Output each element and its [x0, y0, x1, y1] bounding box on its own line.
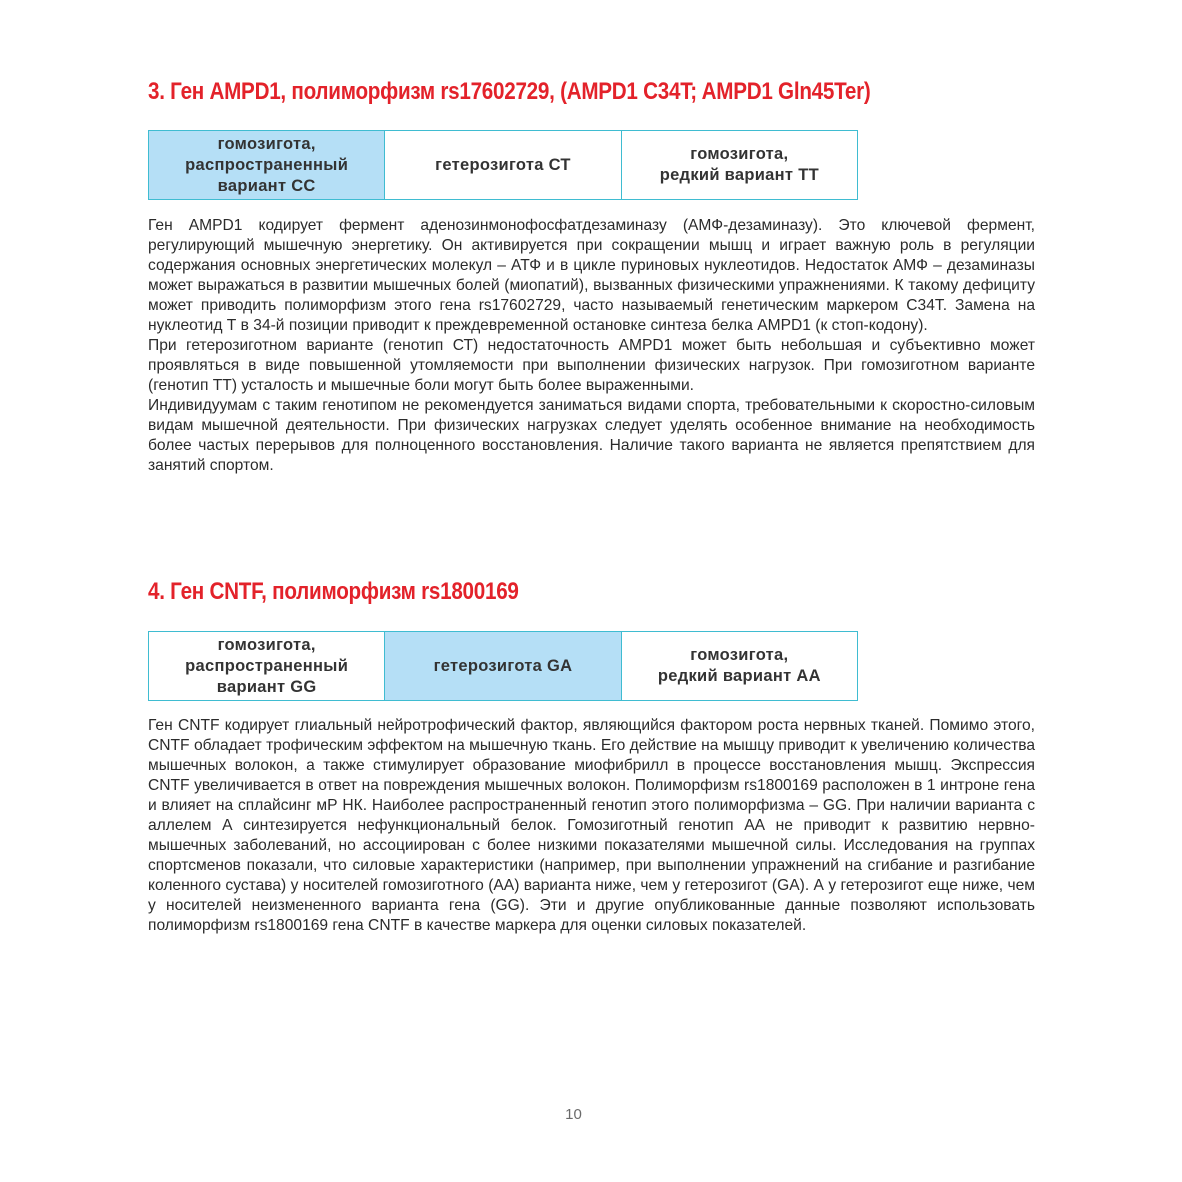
- section-body-ampd1: [148, 216, 1035, 476]
- section-title-cntf: 4. Ген CNTF, полиморфизм rs1800169: [148, 578, 519, 605]
- paragraph: При гетерозиготном варианте (генотип СТ) недостаточность AMPD1 может быть небольшая и субъективно может проявляться в виде повышенной утомляемости при выполнении физических нагрузок. При гомозиготном варианте (генотип ТТ) усталость и мышечные боли могут быть более выраженными.: [148, 337, 1035, 394]
- genotype-table-ampd1: [148, 130, 858, 200]
- genotype-label: гетерозигота GA: [433, 656, 573, 675]
- genotype-label: гомозигота, редкий вариант ТТ: [659, 145, 819, 184]
- page-number: 10: [565, 1106, 582, 1123]
- genotype-cell-gg: [149, 632, 385, 701]
- paragraph: Индивидуумам с таким генотипом не рекомендуется заниматься видами спорта, требовательными к скоростно-силовым видам мышечной деятельности. При физических нагрузках следует уделять особенное внимание на необходимость более частых перерывов для полноценного восстановления. Наличие такого варианта не является препятствием для занятий спортом.: [148, 397, 1035, 474]
- table-row: [149, 131, 858, 200]
- genotype-label: гомозигота, распространенный вариант GG: [185, 635, 349, 696]
- genotype-label: гетерозигота СТ: [435, 155, 571, 174]
- genotype-label: гомозигота, распространенный вариант СС: [185, 134, 349, 195]
- genotype-table-cntf: [148, 631, 858, 701]
- genotype-cell-ct: [385, 131, 621, 200]
- genotype-cell-cc: [149, 131, 385, 200]
- section-body-cntf: [148, 716, 1035, 936]
- paragraph: Ген AMPD1 кодирует фермент аденозинмонофосфатдезаминазу (АМФ-дезаминазу). Это ключевой фермент, регулирующий мышечную энергетику. Он активируется при сокращении мышц и играет важную роль в регуляции содержания основных энергетических молекул – АТФ и в цикле пуриновых нуклеотидов. Недостаток АМФ – дезаминазы может выражаться в развитии мышечных болей (миопатий), вызванных физическими упражнениями. К такому дефициту может приводить полиморфизм этого гена rs17602729, часто называемый генетическим маркером C34T. Замена на нуклеотид Т в 34-й позиции приводит к преждевременной остановке синтеза белка AMPD1 (к стоп-кодону).: [148, 217, 1035, 334]
- genotype-label: гомозигота, редкий вариант АА: [657, 646, 821, 685]
- paragraph: Ген CNTF кодирует глиальный нейротрофический фактор, являющийся фактором роста нервных тканей. Помимо этого, CNTF обладает трофическим эффектом на мышечную ткань. Его действие на мышцу приводит к увеличению количества мышечных волокон, а также стимулирует образование миофибрилл в процессе восстановления мышц. Экспрессия CNTF увеличивается в ответ на повреждения мышечных волокон. Полиморфизм rs1800169 расположен в 1 интроне гена и влияет на сплайсинг мР НК. Наиболее распространенный генотип этого полиморфизма – GG. При наличии варианта с аллелем А синтезируется нефункциональный белок. Гомозиготный генотип АА не приводит к развитию нервно-мышечных заболеваний, но ассоциирован с более низкими показателями мышечной силы. Исследования на группах спортсменов показали, что силовые характеристики (например, при выполнении упражнений на сгибание и разгибание коленного сустава) у носителей гомозиготного (АА) варианта ниже, чем у гетерозигот (GA). А у гетерозигот еще ниже, чем у носителей неизмененного варианта гена (GG). Эти и другие опубликованные данные позволяют использовать полиморфизм rs1800169 гена CNTF в качестве маркера для оценки силовых показателей.: [148, 717, 1035, 934]
- genotype-cell-ga: [385, 632, 621, 701]
- genotype-cell-tt: [621, 131, 857, 200]
- section-title-ampd1: 3. Ген AMPD1, полиморфизм rs17602729, (AMPD1 C34T; AMPD1 Gln45Ter): [148, 78, 871, 105]
- table-row: [149, 632, 858, 701]
- genotype-cell-aa: [621, 632, 857, 701]
